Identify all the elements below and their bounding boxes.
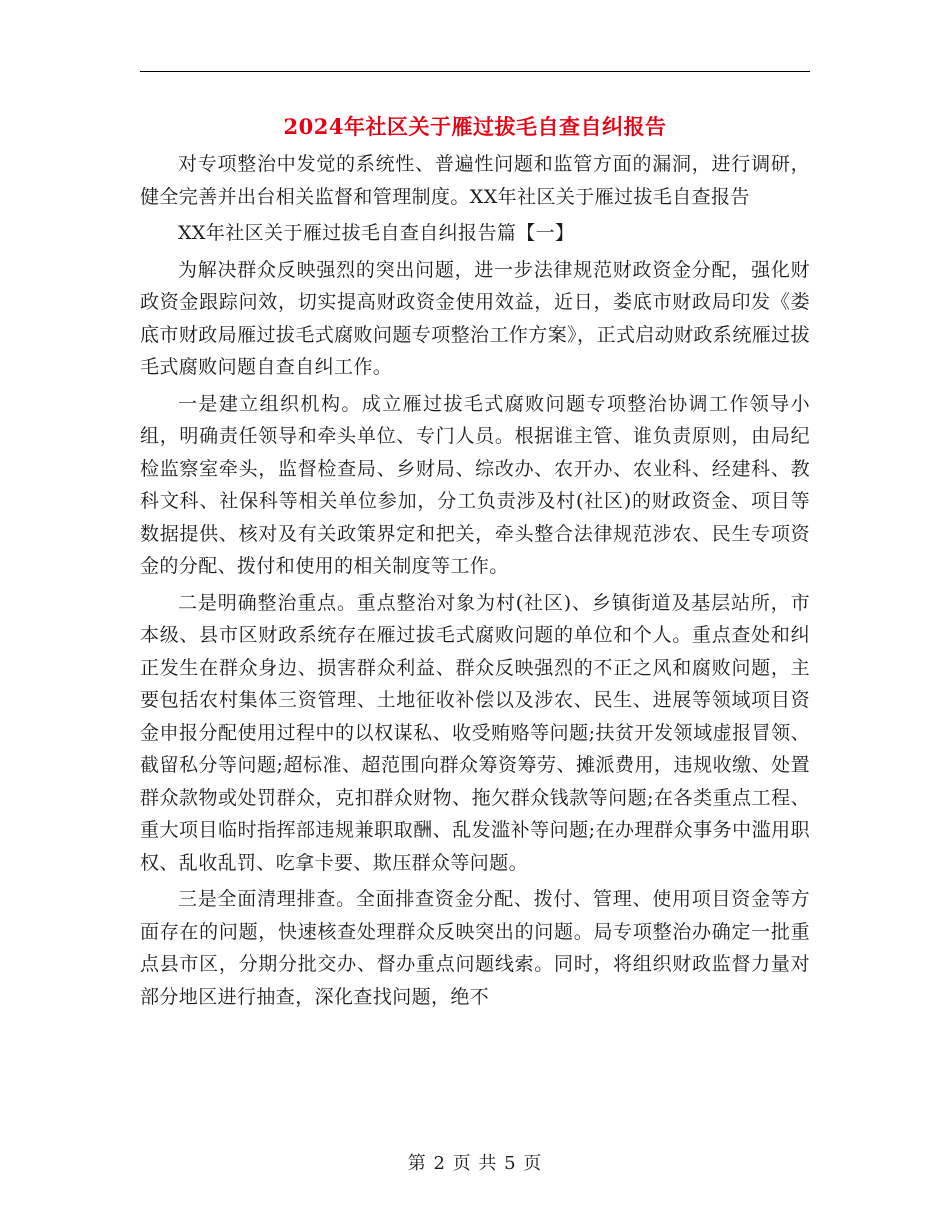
paragraph: 为解决群众反映强烈的突出问题，进一步法律规范财政资金分配，强化财政资金跟踪问效，切实提高财政资金使用效益，近日，娄底市财政局印发《娄底市财政局雁过拔毛式腐败问题专项整治工作方案》，正式启动财政系统雁过拔毛式腐败问题自查自纠工作。 bbox=[140, 258, 810, 378]
header-rule bbox=[140, 71, 810, 72]
document-body bbox=[140, 148, 810, 1017]
document-title: 2024年社区关于雁过拔毛自查自纠报告 bbox=[283, 114, 667, 139]
paragraph: 三是全面清理排查。全面排查资金分配、拨付、管理、使用项目资金等方面存在的问题，快速核查处理群众反映突出的问题。局专项整治办确定一批重点县市区，分期分批交办、督办重点问题线索。同时，将组织财政监督力量对部分地区进行抽查，深化查找问题，绝不 bbox=[140, 888, 810, 1008]
paragraph: 一是建立组织机构。成立雁过拔毛式腐败问题专项整治协调工作领导小组，明确责任领导和牵头单位、专门人员。根据谁主管、谁负责原则，由局纪检监察室牵头，监督检查局、乡财局、综改办、农开办、农业科、经建科、教科文科、社保科等相关单位参加，分工负责涉及村(社区)的财政资金、项目等数据提供、核对及有关政策界定和把关，牵头整合法律规范涉农、民生专项资金的分配、拨付和使用的相关制度等工作。 bbox=[140, 392, 810, 577]
section-heading: XX年社区关于雁过拔毛自查自纠报告篇【一】 bbox=[178, 222, 575, 244]
page-number: 第 2 页 共 5 页 bbox=[407, 1153, 543, 1174]
paragraph: 对专项整治中发觉的系统性、普遍性问题和监管方面的漏洞，进行调研，健全完善并出台相关监督和管理制度。XX年社区关于雁过拔毛自查报告 bbox=[140, 153, 810, 208]
paragraph: 二是明确整治重点。重点整治对象为村(社区)、乡镇街道及基层站所，市本级、县市区财政系统存在雁过拔毛式腐败问题的单位和个人。重点查处和纠正发生在群众身边、损害群众利益、群众反映强烈的不正之风和腐败问题，主要包括农村集体三资管理、土地征收补偿以及涉农、民生、进展等领域项目资金申报分配使用过程中的以权谋私、收受贿赂等问题;扶贫开发领域虚报冒领、截留私分等问题;超标准、超范围向群众筹资筹劳、摊派费用，违规收缴、处置群众款物或处罚群众，克扣群众财物、拖欠群众钱款等问题;在各类重点工程、重大项目临时指挥部违规兼职取酬、乱发滥补等问题;在办理群众事务中滥用职权、乱收乱罚、吃拿卡要、欺压群众等问题。 bbox=[140, 591, 810, 874]
